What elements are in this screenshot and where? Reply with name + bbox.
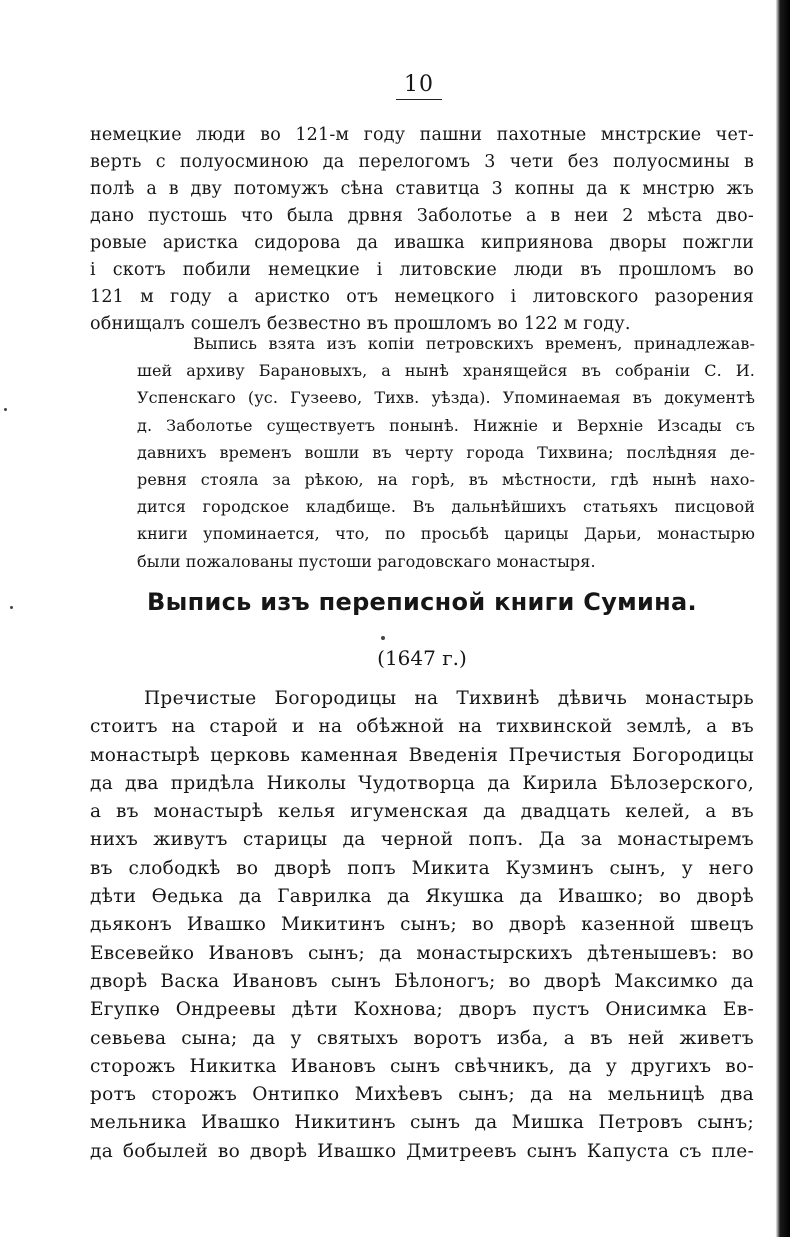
text-line: сторожъ Никитка Ивановъ сынъ свѣчникъ, да у другихъ во- [90, 1055, 754, 1077]
text-line: въ слободкѣ во дворѣ попъ Микита Кузминъ сынъ, у него [90, 857, 754, 879]
text-line: Егупкѳ Ондреевы дѣти Кохнова; дворъ пустъ Онисимка Ев- [90, 999, 754, 1021]
text-line: нихъ живутъ старицы да черной попъ. Да за монастыремъ [90, 829, 754, 851]
text-line: ровые аристка сидорова да ивашка киприянова дворы пожгли [90, 233, 754, 253]
note-line: дится городское кладбище. Въ дальнѣйшихъ статьяхъ писцовой [137, 497, 755, 517]
note-line: Успенскаго (ус. Гузеево, Тихв. уѣзда). Упоминаемая въ документѣ [137, 388, 755, 408]
text-line: монастырѣ церковь каменная Введенія Пречистыя Богородицы [90, 744, 754, 766]
note-line: д. Заболотье существуетъ понынѣ. Нижніе и Верхніе Изсады съ [137, 415, 755, 435]
text-line: да бобылей во дворѣ Ивашко Дмитреевъ сынъ Капуста съ пле- [90, 1140, 754, 1162]
ink-spot [381, 636, 385, 640]
text-line: ротъ сторожъ Онтипко Михѣевъ сынъ; да на мельницѣ два [90, 1084, 754, 1106]
text-line: полѣ а в дву потомужъ сѣна ставитца 3 копны да к мнстрю жъ [90, 179, 754, 199]
text-line: немецкие люди во 121-м году пашни пахотные мнстрские чет- [90, 125, 754, 145]
note-line: книги упоминается, что, по просьбѣ царицы Дарьи, монастырю [137, 524, 755, 544]
text-line: верть с полуосминою да перелогомъ 3 чети без полуосмины в [90, 152, 754, 172]
text-line: мельника Ивашко Никитинъ сынъ да Мишка Петровъ сынъ; [90, 1112, 754, 1134]
text-line: севьева сына; да у святыхъ воротъ изба, а въ ней живетъ [90, 1027, 754, 1049]
note-line: были пожалованы пустоши рагодовскаго монастыря. [137, 551, 596, 571]
note-paragraph [137, 330, 755, 575]
text-line: да два придѣла Николы Чудотворца да Кирила Бѣлозерского, [90, 772, 754, 794]
main-paragraph [90, 685, 754, 1166]
text-line: 121 м году а аристко отъ немецкого і литовского разорения [90, 287, 754, 307]
ink-spot [10, 606, 13, 609]
text-line: а въ монастырѣ келья игуменская да двадцать келей, а въ [90, 801, 754, 823]
text-line: Евсевейко Ивановъ сынъ; да монастырскихъ дѣтенышевъ: во [90, 942, 754, 964]
text-line: дьяконъ Ивашко Микитинъ сынъ; во дворѣ казенной швецъ [90, 914, 754, 936]
text-line: обнищалъ сошелъ безвестно въ прошломъ во 122 м году. [90, 314, 631, 334]
scan-page-edge [772, 0, 790, 1237]
text-line: дворѣ Васка Ивановъ сынъ Бѣлоногъ; во дворѣ Максимко да [90, 970, 754, 992]
top-paragraph [90, 122, 754, 338]
text-line: стоитъ на старой и на обѣжной на тихвинской землѣ, а въ [90, 716, 754, 738]
section-title: Выпись изъ переписной книги Сумина. [147, 588, 697, 616]
note-line: давнихъ временъ вошли въ черту города Тихвина; послѣдняя де- [137, 442, 755, 462]
text-line: і скотъ побили немецкие і литовские люди въ прошломъ во [90, 260, 754, 280]
section-year: (1647 г.) [377, 646, 467, 670]
ink-spot [4, 408, 7, 411]
note-line: ревня стояла за рѣкою, на горѣ, въ мѣстности, гдѣ нынѣ нахо- [137, 469, 755, 489]
text-line: дано пустошь что была дрвня Заболотье а в неи 2 мѣста дво- [90, 206, 754, 226]
note-line: Выпись взята изъ копіи петровскихъ временъ, принадлежав- [193, 334, 755, 353]
text-line: дѣти Ѳедька да Гаврилка да Якушка да Ивашко; во дворѣ [90, 886, 754, 908]
text-line: Пречистые Богородицы на Тихвинѣ дѣвичь монастырь [144, 688, 754, 709]
page-number: 10 [396, 72, 442, 100]
note-line: шей архиву Барановыхъ, а нынѣ хранящейся въ собраніи С. И. [137, 361, 755, 381]
